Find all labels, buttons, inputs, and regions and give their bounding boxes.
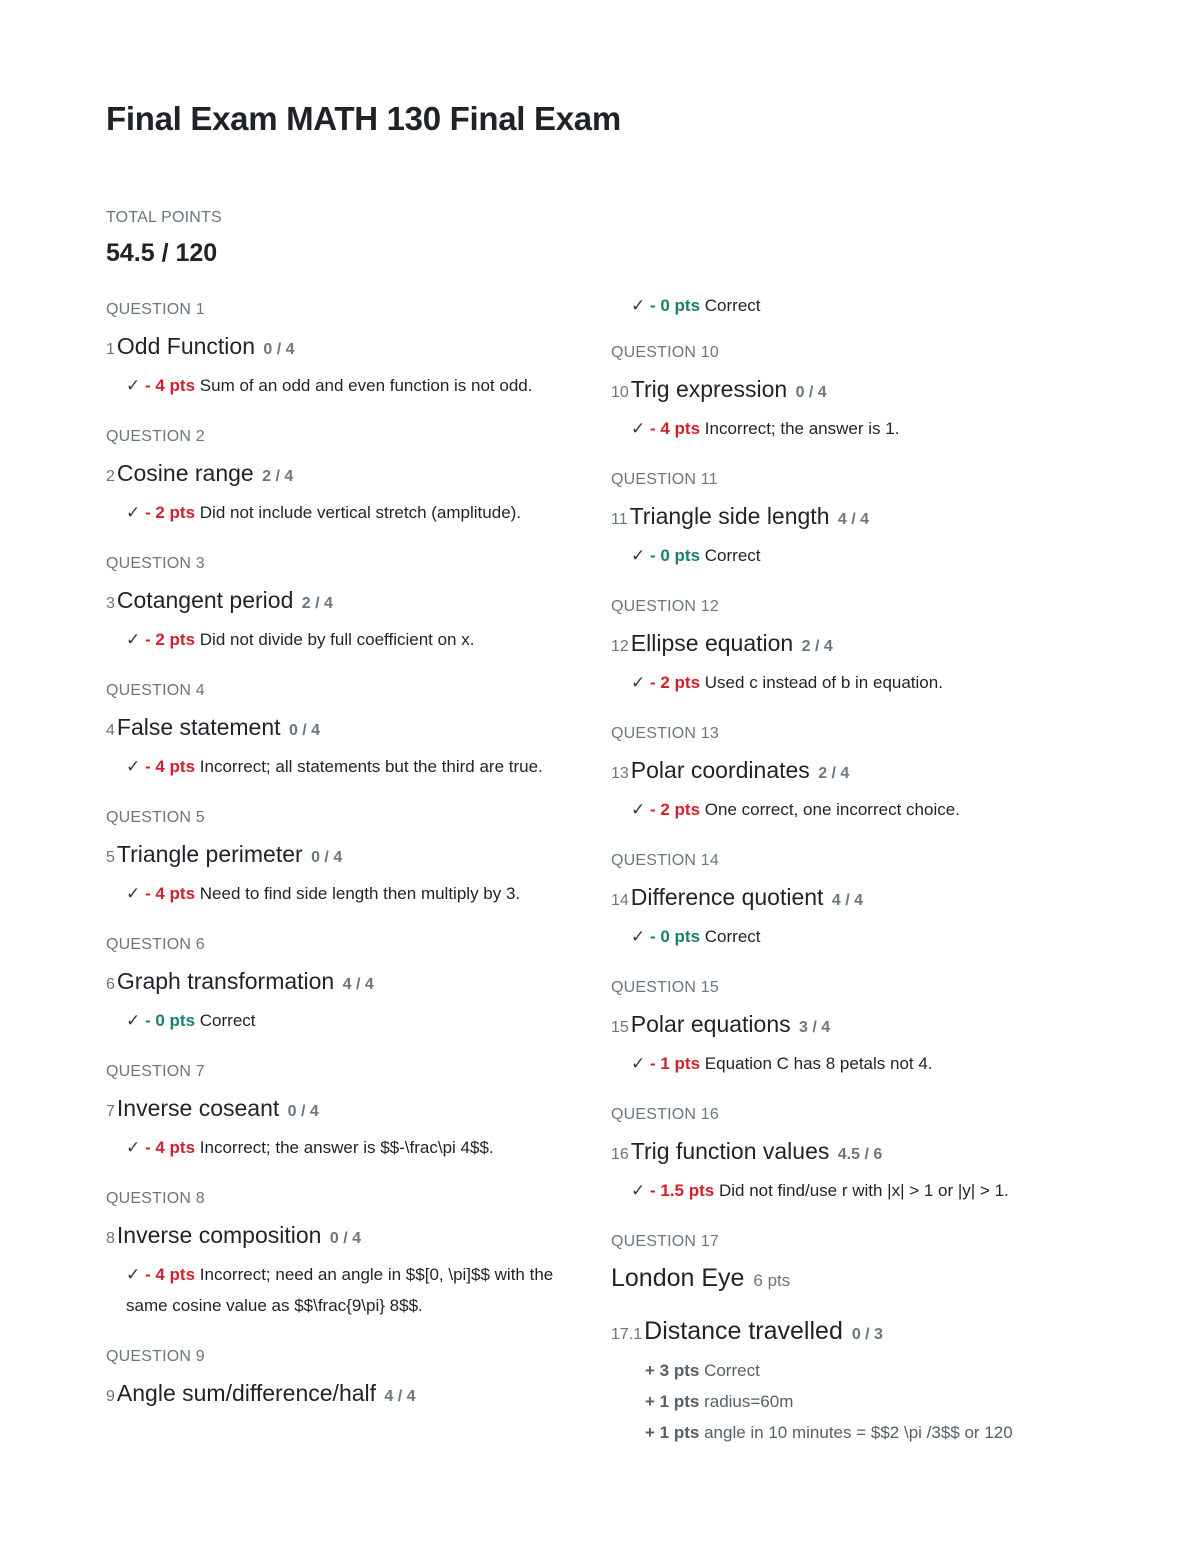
question-number: 11 — [611, 511, 628, 528]
question-12 — [611, 597, 1131, 698]
question-score: 0 / 4 — [795, 384, 827, 401]
rubric-points: - 0 pts — [649, 927, 701, 946]
check-icon: ✓ — [126, 503, 141, 522]
rubric-description: Sum of an odd and even function is not odd. — [199, 376, 533, 395]
subquestion-17-1 — [611, 1317, 1131, 1448]
question-score: 0 / 4 — [263, 341, 295, 358]
question-4 — [106, 681, 626, 782]
rubric-description: Equation C has 8 petals not 4. — [704, 1054, 933, 1073]
question-score: 4 / 4 — [384, 1388, 416, 1405]
question-score: 0 / 4 — [329, 1230, 361, 1247]
rubric-points: - 4 pts — [144, 757, 196, 776]
question-score: 4 / 4 — [831, 892, 863, 909]
question-title: Odd Function — [116, 333, 255, 359]
question-17 — [611, 1232, 1131, 1448]
question-title: Angle sum/difference/half — [116, 1380, 377, 1406]
rubric-item — [631, 921, 1131, 952]
question-title: Difference quotient — [630, 884, 824, 910]
question-number: 7 — [106, 1103, 115, 1120]
question-score: 3 / 4 — [799, 1019, 831, 1036]
page-title: Final Exam MATH 130 Final Exam — [106, 100, 621, 137]
rubric-item — [631, 794, 1131, 825]
check-icon: ✓ — [631, 419, 646, 438]
check-icon: ✓ — [126, 884, 141, 903]
check-icon: ✓ — [126, 376, 141, 395]
question-6 — [106, 935, 626, 1036]
rubric-description: Correct — [704, 1361, 760, 1380]
question-3 — [106, 554, 626, 655]
rubric-description: Correct — [704, 296, 761, 315]
question-score: 2 / 4 — [262, 468, 294, 485]
rubric-item — [631, 667, 1131, 698]
rubric-item — [631, 413, 1131, 444]
rubric-points: + 3 pts — [645, 1361, 700, 1380]
question-label: QUESTION 11 — [611, 471, 718, 488]
question-9-rubric — [611, 290, 1131, 321]
rubric-points: + 1 pts — [645, 1392, 700, 1411]
question-title: Polar equations — [630, 1011, 791, 1037]
rubric-description: One correct, one incorrect choice. — [704, 800, 960, 819]
rubric-points: - 2 pts — [649, 800, 701, 819]
rubric-item — [126, 1259, 596, 1321]
question-number: 10 — [611, 384, 629, 401]
rubric-description: angle in 10 minutes = $$2 \pi /3$$ or 120 — [704, 1423, 1013, 1442]
rubric-description: radius=60m — [704, 1392, 794, 1411]
check-icon: ✓ — [126, 1265, 141, 1284]
question-16 — [611, 1105, 1131, 1206]
question-number: 3 — [106, 595, 115, 612]
question-label: QUESTION 7 — [106, 1063, 205, 1080]
question-title: Inverse composition — [116, 1222, 322, 1248]
question-label: QUESTION 10 — [611, 344, 720, 361]
check-icon: ✓ — [126, 1011, 141, 1030]
question-number: 16 — [611, 1146, 629, 1163]
check-icon: ✓ — [631, 673, 646, 692]
rubric-points: - 4 pts — [144, 1265, 196, 1284]
question-number: 2 — [106, 468, 115, 485]
rubric-item — [645, 1355, 1131, 1386]
rubric-item — [631, 540, 1131, 571]
question-14 — [611, 851, 1131, 952]
total-points-label: TOTAL POINTS — [106, 209, 222, 226]
question-points: 6 pts — [753, 1271, 791, 1290]
question-label: QUESTION 4 — [106, 682, 205, 699]
question-score: 2 / 4 — [301, 595, 333, 612]
rubric-points: - 0 pts — [649, 546, 701, 565]
question-number: 12 — [611, 638, 629, 655]
rubric-description: Did not divide by full coefficient on x. — [199, 630, 475, 649]
rubric-description: Need to find side length then multiply by 3. — [199, 884, 521, 903]
rubric-points: - 4 pts — [144, 376, 196, 395]
question-number: 6 — [106, 976, 115, 993]
question-13 — [611, 724, 1131, 825]
question-5 — [106, 808, 626, 909]
question-label: QUESTION 5 — [106, 809, 205, 826]
rubric-points: - 0 pts — [144, 1011, 196, 1030]
rubric-description: Correct — [704, 927, 761, 946]
rubric-item — [126, 751, 566, 782]
question-label: QUESTION 14 — [611, 852, 720, 869]
question-7 — [106, 1062, 626, 1163]
question-score: 2 / 4 — [818, 765, 850, 782]
question-number: 9 — [106, 1388, 115, 1405]
question-score: 0 / 4 — [288, 722, 321, 739]
question-11 — [611, 470, 1131, 571]
question-title: Distance travelled — [644, 1317, 843, 1345]
question-label: QUESTION 17 — [611, 1233, 720, 1250]
rubric-description: Incorrect; the answer is 1. — [704, 419, 900, 438]
question-score: 0 / 3 — [851, 1326, 883, 1343]
rubric-points: - 4 pts — [649, 419, 701, 438]
rubric-points: - 2 pts — [144, 503, 196, 522]
rubric-item — [126, 497, 626, 528]
question-label: QUESTION 9 — [106, 1348, 205, 1365]
question-label: QUESTION 1 — [106, 301, 205, 318]
check-icon: ✓ — [631, 1181, 646, 1200]
rubric-points: - 4 pts — [144, 1138, 196, 1157]
check-icon: ✓ — [631, 546, 646, 565]
question-title: Inverse coseant — [116, 1095, 280, 1121]
check-icon: ✓ — [126, 630, 141, 649]
rubric-points: - 2 pts — [144, 630, 196, 649]
question-2 — [106, 427, 626, 528]
question-label: QUESTION 8 — [106, 1190, 205, 1207]
question-title: False statement — [116, 714, 281, 740]
question-number: 17.1 — [611, 1326, 643, 1343]
question-number: 5 — [106, 849, 115, 866]
question-score: 4 / 4 — [342, 976, 374, 993]
question-label: QUESTION 6 — [106, 936, 205, 953]
rubric-item — [631, 1175, 1131, 1206]
rubric-item — [126, 878, 626, 909]
rubric-item — [645, 1386, 1131, 1417]
question-label: QUESTION 13 — [611, 725, 720, 742]
rubric-description: Incorrect; all statements but the third are true. — [199, 757, 543, 776]
question-number: 8 — [106, 1230, 115, 1247]
rubric-item — [126, 624, 626, 655]
question-title: Trig expression — [630, 376, 788, 402]
question-score: 0 / 4 — [287, 1103, 319, 1120]
rubric-points: + 1 pts — [645, 1423, 700, 1442]
question-number: 4 — [106, 722, 115, 739]
left-column — [106, 300, 626, 1437]
rubric-item — [631, 290, 1131, 321]
question-number: 14 — [611, 892, 629, 909]
question-score: 2 / 4 — [801, 638, 833, 655]
question-title: Graph transformation — [116, 968, 335, 994]
question-title: Triangle side length — [629, 503, 830, 529]
question-1 — [106, 300, 626, 401]
check-icon: ✓ — [631, 927, 646, 946]
question-title: Cosine range — [116, 460, 254, 486]
question-score: 4.5 / 6 — [837, 1146, 883, 1163]
question-15 — [611, 978, 1131, 1079]
check-icon: ✓ — [126, 757, 141, 776]
question-label: QUESTION 12 — [611, 598, 720, 615]
total-points-value: 54.5 / 120 — [106, 239, 218, 267]
check-icon: ✓ — [631, 1054, 646, 1073]
question-label: QUESTION 15 — [611, 979, 720, 996]
check-icon: ✓ — [631, 296, 646, 315]
question-label: QUESTION 3 — [106, 555, 205, 572]
question-number: 1 — [106, 341, 115, 358]
rubric-points: - 1.5 pts — [649, 1181, 715, 1200]
rubric-description: Incorrect; the answer is $$-\frac\pi 4$$. — [199, 1138, 494, 1157]
check-icon: ✓ — [126, 1138, 141, 1157]
right-column — [611, 290, 1131, 1474]
rubric-item — [645, 1417, 1131, 1448]
rubric-points: - 0 pts — [649, 296, 701, 315]
question-title: Trig function values — [630, 1138, 830, 1164]
rubric-description: Correct — [704, 546, 761, 565]
question-title: Ellipse equation — [630, 630, 794, 656]
rubric-description: Correct — [199, 1011, 256, 1030]
rubric-description: Used c instead of b in equation. — [704, 673, 943, 692]
rubric-item — [126, 1005, 626, 1036]
question-title: Polar coordinates — [630, 757, 810, 783]
rubric-description: Did not find/use r with |x| > 1 or |y| > 1. — [718, 1181, 1009, 1200]
question-label: QUESTION 16 — [611, 1106, 720, 1123]
rubric-item — [126, 1132, 626, 1163]
rubric-points: - 2 pts — [649, 673, 701, 692]
rubric-description: Incorrect; need an angle in $$[0, \pi]$$ with the same cosine value as $$\frac{9\pi} 8$$. — [126, 1265, 554, 1315]
question-score: 0 / 4 — [311, 849, 343, 866]
check-icon: ✓ — [631, 800, 646, 819]
rubric-points: - 4 pts — [144, 884, 196, 903]
question-score: 4 / 4 — [837, 511, 870, 528]
question-8 — [106, 1189, 626, 1321]
question-title: London Eye — [611, 1264, 745, 1292]
rubric-points: - 1 pts — [649, 1054, 701, 1073]
rubric-description: Did not include vertical stretch (amplitude). — [199, 503, 522, 522]
question-9 — [106, 1347, 626, 1411]
question-number: 15 — [611, 1019, 629, 1036]
rubric-item — [126, 370, 626, 401]
question-label: QUESTION 2 — [106, 428, 205, 445]
question-title: Cotangent period — [116, 587, 294, 613]
question-10 — [611, 343, 1131, 444]
question-title: Triangle perimeter — [116, 841, 303, 867]
rubric-item — [631, 1048, 1131, 1079]
question-number: 13 — [611, 765, 629, 782]
